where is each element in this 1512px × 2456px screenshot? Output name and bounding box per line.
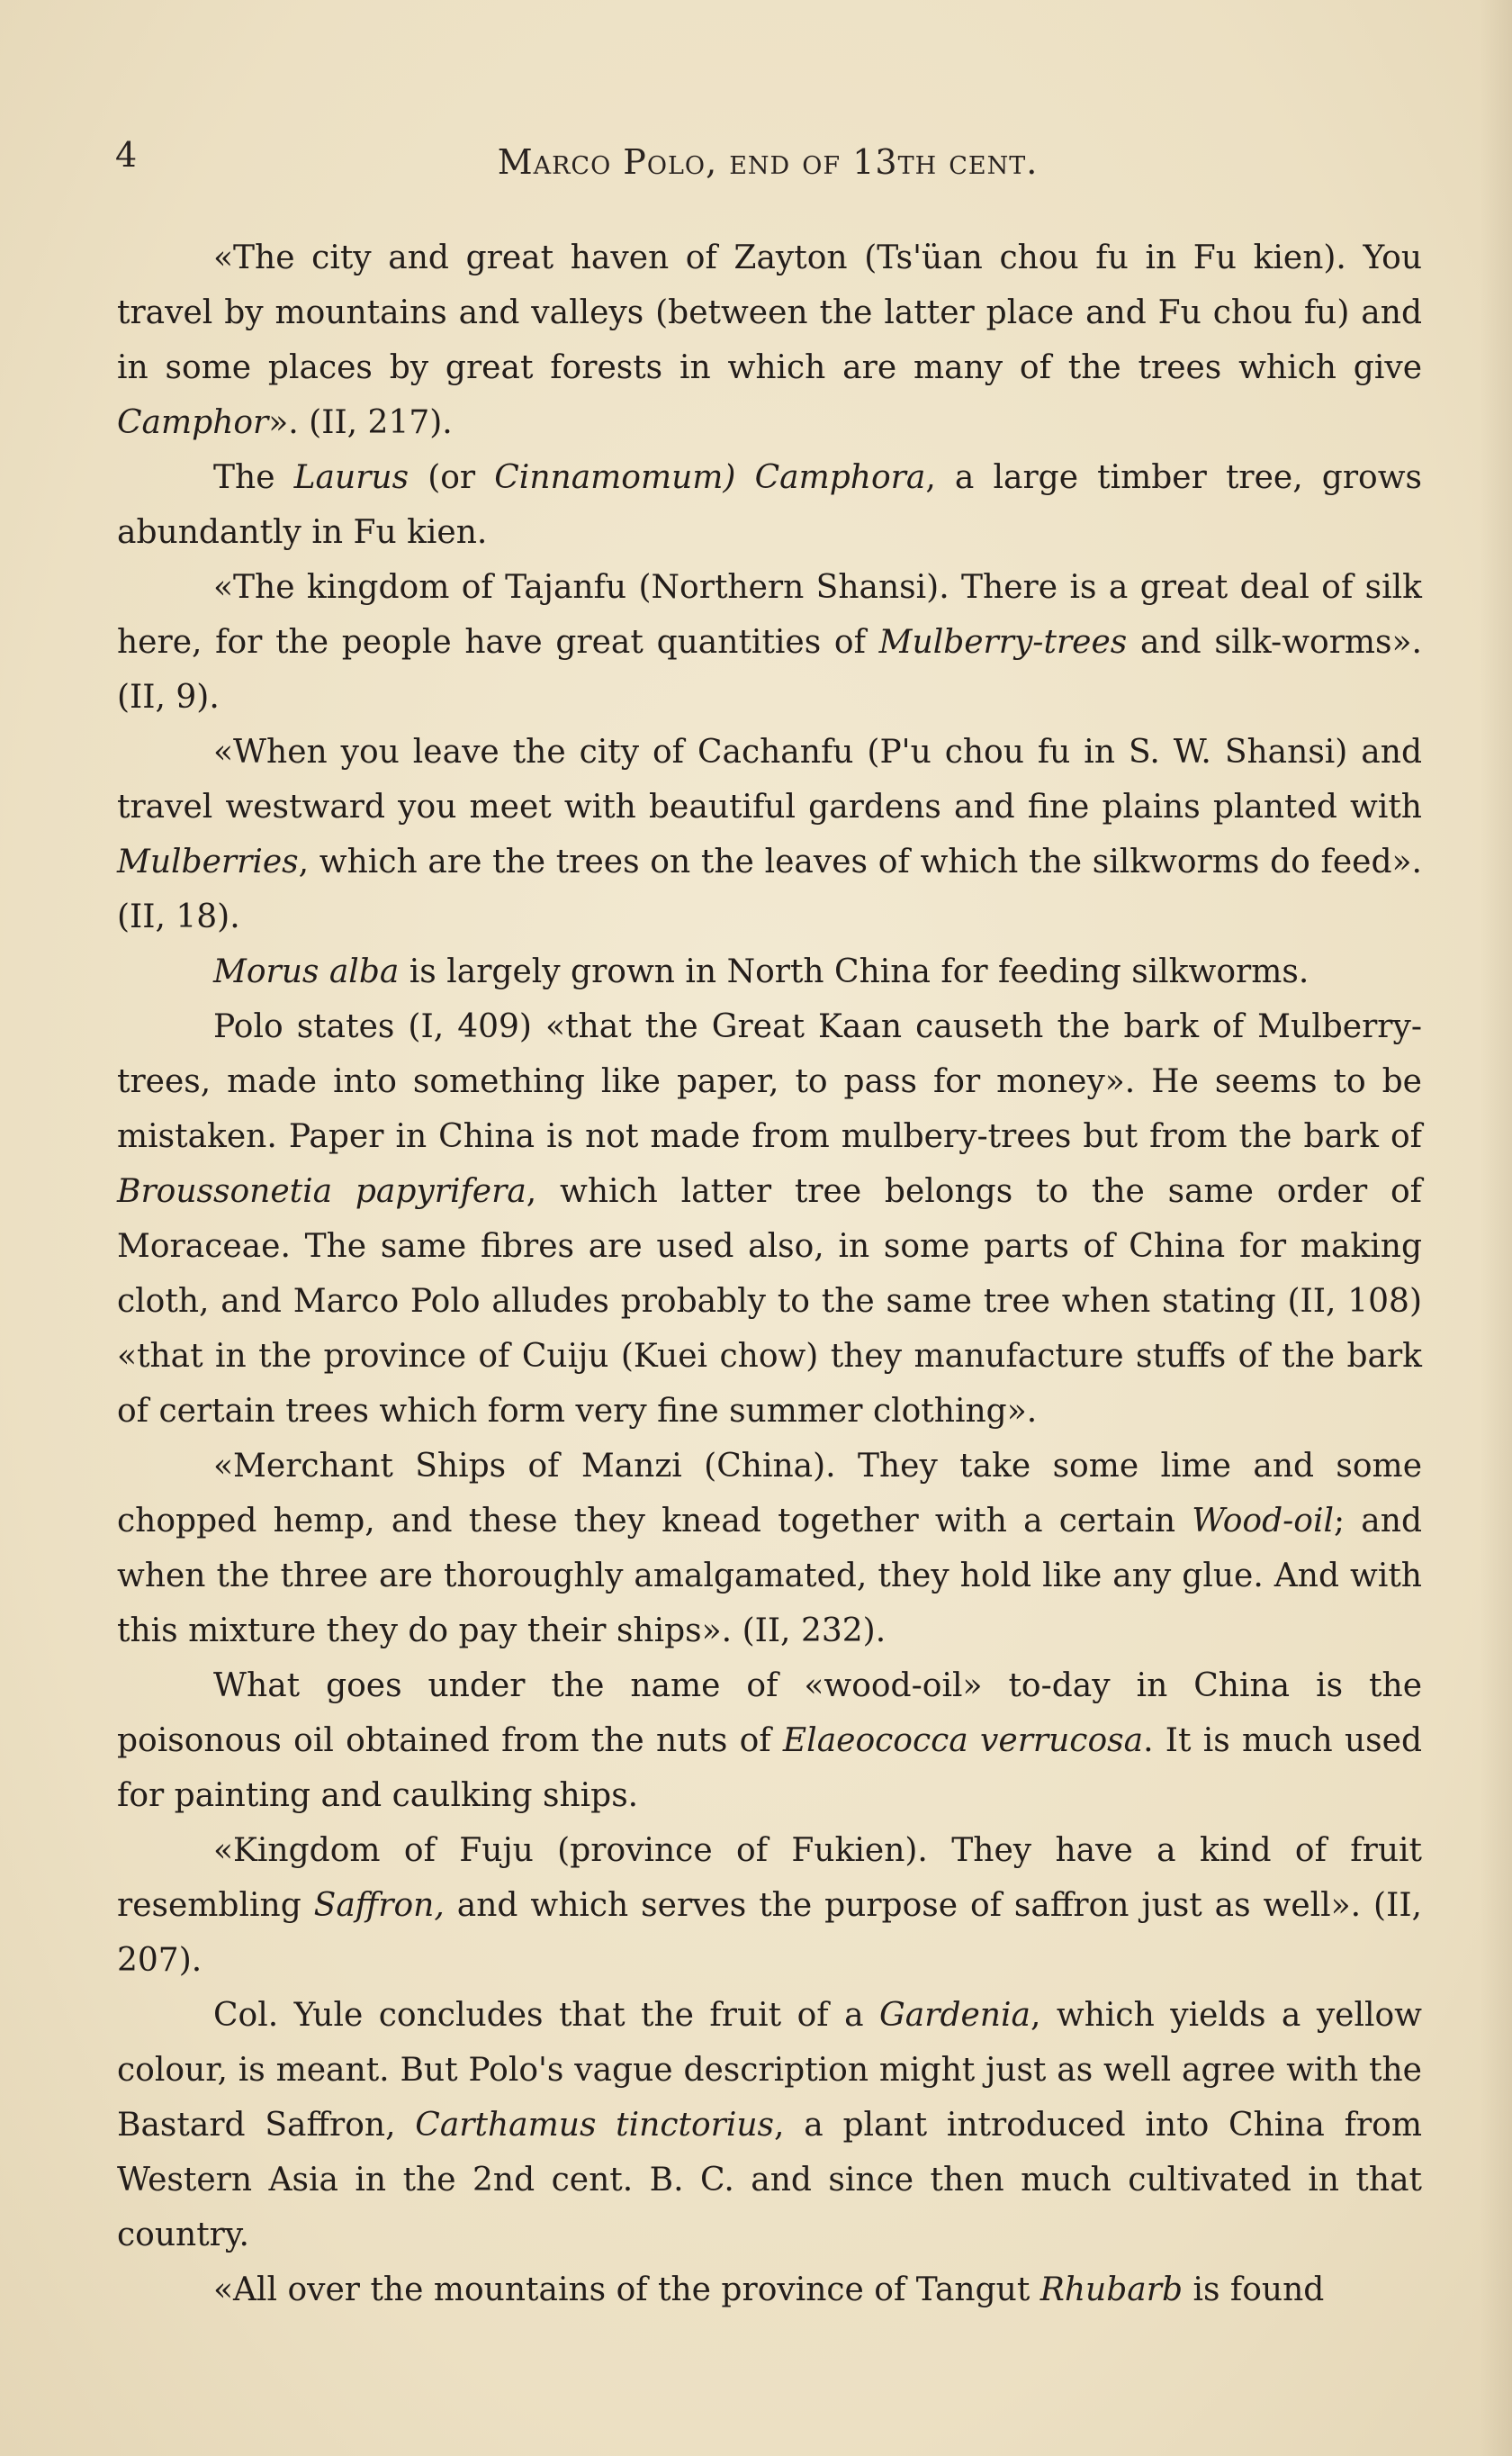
- text-run: is largely grown in North China for feeding silkworms.: [399, 953, 1310, 990]
- body-text: [117, 230, 1422, 2317]
- text-run: , which latter tree belongs to the same order of Moraceae. The same fibres are used also, in some parts of China for making cloth, and Marco Polo alludes probably to the same tree when stating (II, 108) «that in the province of Cuiju (Kuei chow) they manufacture stuffs of the bark of certain trees which form very fine summer clothing».: [117, 1173, 1422, 1430]
- paragraph-p9: [117, 1823, 1422, 1988]
- italic-term: Wood-oil: [1192, 1503, 1335, 1540]
- text-run: (or: [409, 459, 495, 496]
- italic-term: Elaeococca verrucosa: [782, 1722, 1144, 1759]
- text-run: , a large timber tree, grows abundantly in Fu kien.: [117, 459, 1423, 551]
- italic-term: Saffron,: [313, 1887, 445, 1924]
- italic-term: Broussonetia papyrifera: [117, 1173, 526, 1210]
- italic-term: Carthamus tinctorius: [415, 2107, 775, 2144]
- italic-term: Camphor: [117, 404, 269, 441]
- paragraph-p7: [117, 1439, 1422, 1658]
- text-run: «When you leave the city of Cachanfu (P'u chou fu in S. W. Shansi) and travel westward you meet with beautiful gardens and fine plains planted with: [117, 734, 1422, 826]
- running-title: Marco Polo, end of 13th cent.: [497, 142, 1039, 182]
- italic-term: Rhubarb: [1040, 2271, 1184, 2308]
- text-run: and silk-worms». (II, 9).: [117, 624, 1422, 716]
- text-run: , which are the trees on the leaves of which the silkworms do feed». (II, 18).: [117, 844, 1422, 935]
- paragraph-p2: [117, 450, 1422, 560]
- paragraph-p6: [117, 999, 1422, 1439]
- text-run: Col. Yule concludes that the fruit of a: [213, 1997, 880, 2034]
- text-run: ; and when the three are thoroughly amalgamated, they hold like any glue. And with this mixture they do pay their ships». (II, 232).: [117, 1503, 1423, 1649]
- text-run: «Kingdom of Fuju (province of Fukien). They have a kind of fruit resembling: [117, 1832, 1422, 1924]
- paragraph-p4: [117, 725, 1422, 944]
- page-number: 4: [115, 135, 138, 175]
- italic-term: Mulberries: [117, 844, 299, 880]
- italic-term: Morus alba: [213, 953, 400, 990]
- text-run: «The city and great haven of Zayton (Ts'üan chou fu in Fu kien). You travel by mountains and valleys (between the latter place and Fu chou fu) and in some places by great forests in which are many of the trees which give: [117, 239, 1422, 386]
- page-edge-shadow: [1480, 0, 1512, 2456]
- text-run: is found: [1183, 2271, 1325, 2308]
- page-header: [115, 135, 1420, 198]
- italic-term: Cinnamomum) Camphora: [494, 459, 926, 496]
- text-run: ». (II, 217).: [268, 404, 453, 441]
- text-run: «The kingdom of Tajanfu (Northern Shansi). There is a great deal of silk here, for the people have great quantities of: [117, 569, 1422, 661]
- paragraph-p1: [117, 230, 1422, 450]
- text-run: , which yields a yellow colour, is meant. But Polo's vague description might just as well agree with the Bastard Saffron,: [117, 1997, 1422, 2144]
- text-run: and which serves the purpose of saffron just as well». (II, 207).: [117, 1887, 1422, 1979]
- paragraph-p8: [117, 1658, 1422, 1823]
- text-run: «All over the mountains of the province of Tangut: [213, 2271, 1040, 2308]
- italic-term: Mulberry-trees: [878, 624, 1128, 661]
- paragraph-p10: [117, 1988, 1422, 2262]
- text-run: What goes under the name of «wood-oil» to-day in China is the poisonous oil obtained from the nuts of: [117, 1667, 1422, 1759]
- text-run: , a plant introduced into China from Western Asia in the 2nd cent. B. C. and since then much cultivated in that country.: [117, 2107, 1422, 2253]
- text-run: The: [213, 459, 294, 496]
- paragraph-p11: [117, 2262, 1422, 2317]
- paragraph-p3: [117, 560, 1422, 725]
- italic-term: Laurus: [293, 459, 410, 496]
- italic-term: Gardenia: [879, 1997, 1030, 2034]
- text-run: «Merchant Ships of Manzi (China). They take some lime and some chopped hemp, and these they knead together with a certain: [117, 1448, 1422, 1540]
- paragraph-p5: [117, 944, 1422, 999]
- text-run: Polo states (I, 409) «that the Great Kaan causeth the bark of Mulberry-trees, made into something like paper, to pass for money». He seems to be mistaken. Paper in China is not made from mulbery-trees but from the bark of: [117, 1008, 1422, 1155]
- text-run: . It is much used for painting and caulking ships.: [117, 1722, 1423, 1814]
